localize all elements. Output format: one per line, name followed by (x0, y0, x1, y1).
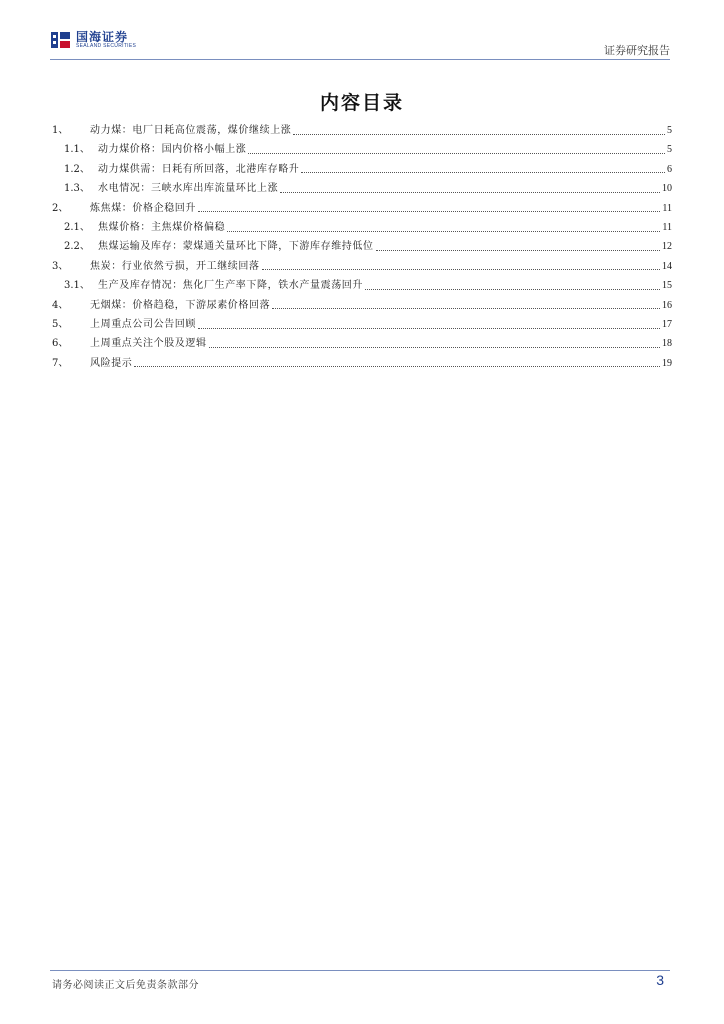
toc-entry[interactable] (52, 160, 672, 179)
toc-entry-number: 2、 (52, 202, 69, 214)
toc-entry-number: 2.1、 (64, 221, 90, 233)
toc-leader-dots (134, 365, 660, 367)
toc-entry-title: 生产及库存情况：焦化厂生产率下降，铁水产量震荡回升 (98, 280, 363, 292)
toc-entry-title: 炼焦煤：价格企稳回升 (90, 202, 196, 214)
page-header (50, 26, 670, 60)
toc-entry-title: 动力煤：电厂日耗高位震荡，煤价继续上涨 (90, 125, 292, 136)
toc-entry-number: 6、 (52, 338, 69, 350)
toc-entry[interactable] (52, 121, 672, 140)
toc-entry-page: 17 (662, 318, 672, 330)
toc-entry-page: 5 (667, 144, 672, 156)
toc-entry-number: 5、 (52, 318, 69, 330)
toc-entry[interactable] (52, 218, 672, 237)
toc-leader-dots (198, 210, 660, 212)
toc-entry-title: 上周重点关注个股及逻辑 (90, 338, 207, 350)
toc-entry-number: 1.2、 (64, 163, 90, 175)
toc-leader-dots (248, 152, 665, 154)
toc-entry[interactable] (52, 140, 672, 159)
company-logo (50, 30, 136, 50)
toc-entry[interactable] (52, 296, 672, 315)
toc-entry-title: 焦煤运输及库存：蒙煤通关量环比下降，下游库存维持低位 (98, 241, 374, 253)
toc-leader-dots (301, 171, 665, 173)
toc-leader-dots (227, 230, 660, 232)
toc-entry-title: 上周重点公司公告回顾 (90, 318, 196, 330)
toc-entry[interactable] (52, 276, 672, 295)
toc-leader-dots (376, 249, 660, 251)
toc-title: 内容目录 (319, 92, 404, 114)
toc-entry-number: 1、 (52, 125, 69, 136)
toc-entry[interactable] (52, 315, 672, 334)
toc-entry-number: 1.1、 (64, 144, 90, 156)
toc-leader-dots (280, 191, 660, 193)
toc-entry-page: 5 (667, 125, 672, 136)
toc-entry-title: 焦煤价格：主焦煤价格偏稳 (98, 221, 226, 233)
toc-entry-page: 19 (662, 357, 672, 369)
toc-entry-title: 风险提示 (90, 357, 133, 369)
report-type-label: 证券研究报告 (604, 44, 670, 57)
toc-entry-page: 16 (662, 299, 672, 311)
footer-divider (50, 970, 670, 971)
toc-leader-dots (272, 307, 660, 309)
toc-entry-page: 10 (662, 183, 672, 195)
toc-leader-dots (365, 288, 660, 290)
toc-entry-number: 3、 (52, 260, 69, 272)
toc-entry-title: 水电情况：三峡水库出库流量环比上涨 (98, 183, 279, 195)
toc-entry-number: 3.1、 (64, 280, 90, 292)
toc-entry-number: 1.3、 (64, 183, 90, 195)
toc-entry-number: 4、 (52, 299, 69, 311)
toc-entry-page: 15 (662, 280, 672, 292)
toc-entry[interactable] (52, 257, 672, 276)
toc-entry[interactable] (52, 237, 672, 256)
header-divider (50, 59, 670, 60)
toc-entry[interactable] (52, 334, 672, 353)
toc-leader-dots (293, 133, 665, 135)
toc-entry-title: 焦炭：行业依然亏损，开工继续回落 (90, 260, 260, 272)
toc-entry[interactable] (52, 354, 672, 373)
table-of-contents (52, 121, 672, 373)
toc-entry[interactable] (52, 179, 672, 198)
toc-entry-page: 11 (662, 202, 672, 214)
toc-entry-page: 18 (662, 338, 672, 350)
toc-entry-number: 7、 (52, 357, 69, 369)
disclaimer-note: 请务必阅读正文后免责条款部分 (52, 980, 199, 991)
logo-chinese-name: 国海证券 (76, 30, 129, 44)
logo-mark-icon (50, 30, 72, 50)
toc-leader-dots (198, 327, 660, 329)
toc-leader-dots (262, 268, 660, 270)
toc-entry-title: 无烟煤：价格趋稳，下游尿素价格回落 (90, 299, 271, 311)
toc-entry-page: 12 (662, 241, 672, 253)
page-number: 3 (656, 972, 664, 988)
toc-entry-page: 6 (667, 163, 672, 175)
toc-entry-page: 14 (662, 260, 672, 272)
toc-entry-page: 11 (662, 221, 672, 233)
toc-entry-title: 动力煤供需：日耗有所回落，北港库存略升 (98, 163, 300, 175)
toc-leader-dots (209, 346, 660, 348)
toc-entry[interactable] (52, 199, 672, 218)
toc-entry-number: 2.2、 (64, 241, 90, 253)
toc-entry-title: 动力煤价格：国内价格小幅上涨 (98, 144, 247, 156)
logo-english-name: SEALAND SECURITIES (76, 43, 137, 49)
